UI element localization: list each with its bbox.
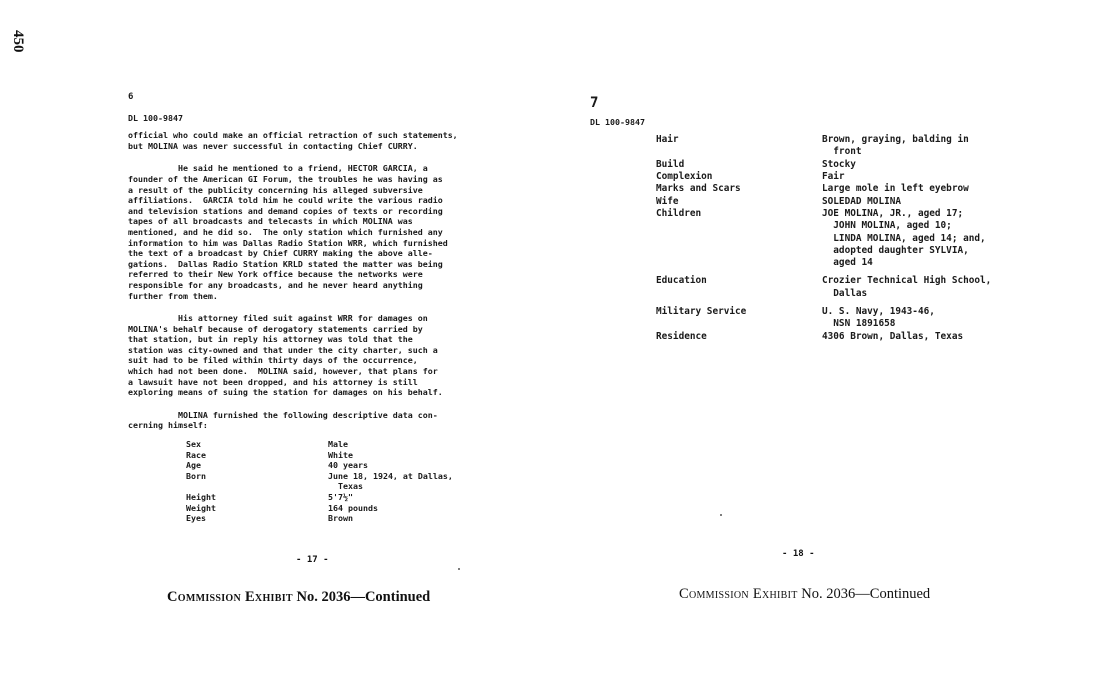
data-row xyxy=(656,183,991,195)
data-value: June 18, 1924, at Dallas, Texas xyxy=(328,470,453,492)
right-exhibit-caption xyxy=(679,586,930,603)
left-paragraph-4: MOLINA furnished the following descriptive data con- cerning himself: xyxy=(128,409,438,431)
right-page-folio: - 18 - xyxy=(782,549,815,559)
scan-speck xyxy=(720,514,722,516)
data-value: Stocky xyxy=(822,158,856,170)
data-label: Marks and Scars xyxy=(656,183,741,195)
right-caption-number: No. 2036—Continued xyxy=(797,586,931,602)
left-paragraph-2: He said he mentioned to a friend, HECTOR GARCIA, a founder of the American GI Forum, the troubles he was having as a result of the publicity concerning his alleged subversive affiliations. GARCIA told him he could write the various radio and television stations and demand copies of texts or recording tapes of all broadcasts and telecasts in which MOLINA was mentioned, and he did so. The only station which furnished any information to him was Dallas Radio Station WRR, which furnished the text of a broadcast by Chief CURRY making the above alle- gations. Dallas Radio Station KRLD stated the matter was being referred to their New York office because the networks were responsible for any broadcasts, and he never heard anything further from them. xyxy=(128,163,448,301)
data-label: Sex xyxy=(186,439,201,450)
data-value: 164 pounds xyxy=(328,502,378,513)
data-value: Brown, graying, balding in front xyxy=(822,134,969,158)
left-page-folio: - 17 - xyxy=(296,555,329,565)
left-page-marker: 6 xyxy=(128,92,134,102)
data-value: 5'7½" xyxy=(328,492,353,502)
left-document-page xyxy=(128,92,508,524)
data-row xyxy=(656,275,991,306)
data-label: Build xyxy=(656,158,685,170)
data-label: Wife xyxy=(656,195,679,207)
data-value: Crozier Technical High School, Dallas xyxy=(822,275,992,299)
data-row xyxy=(656,134,991,159)
data-row xyxy=(656,331,991,343)
data-label: Hair xyxy=(656,134,679,146)
right-page-marker: 7 xyxy=(590,95,599,111)
data-row xyxy=(186,460,453,471)
data-row xyxy=(656,306,991,331)
data-value: 40 years xyxy=(328,460,368,471)
volume-page-number: 450 xyxy=(10,30,26,53)
left-paragraph-3: His attorney filed suit against WRR for damages on MOLINA's behalf because of derogatory statements carried by that station, but in reply his attorney was told that the station was city-owned and that under the city charter, such a suit had to be filed within thirty days of the occurrence, which had not been done. MOLINA said, however, that plans for a lawsuit have not been dropped, and his attorney is still exploring means of suing the station for damages on his behalf. xyxy=(128,313,443,398)
data-label: Military Service xyxy=(656,306,747,318)
left-exhibit-caption xyxy=(167,589,430,606)
left-paragraph-1: official who could make an official retraction of such statements, but MOLINA was never successful in contacting Chief CURRY. xyxy=(128,130,458,151)
right-descriptive-data-table xyxy=(656,134,991,343)
left-caption-number: No. 2036—Continued xyxy=(292,589,431,605)
data-label: Race xyxy=(186,449,206,460)
data-label: Children xyxy=(656,207,702,219)
data-value: Brown xyxy=(328,513,353,524)
right-document-page xyxy=(590,95,1050,343)
data-label: Height xyxy=(186,492,216,502)
scan-speck xyxy=(458,568,460,570)
data-label: Education xyxy=(656,275,707,287)
data-row xyxy=(656,159,991,171)
right-caption-small-caps: Commission Exhibit xyxy=(679,586,798,602)
data-value: White xyxy=(328,449,353,460)
left-file-number: DL 100-9847 xyxy=(128,112,183,123)
data-label: Age xyxy=(186,460,201,471)
data-row xyxy=(186,503,453,514)
data-row xyxy=(656,208,991,275)
data-label: Residence xyxy=(656,330,707,342)
data-label: Complexion xyxy=(656,171,713,183)
left-descriptive-data-table xyxy=(186,439,453,524)
data-value: JOE MOLINA, JR., aged 17; JOHN MOLINA, aged 10; LINDA MOLINA, aged 14; and, adopted daughter SYLVIA, aged 14 xyxy=(822,207,986,269)
data-label: Eyes xyxy=(186,513,206,524)
data-value: SOLEDAD MOLINA xyxy=(822,195,902,207)
data-row xyxy=(186,492,453,503)
data-label: Born xyxy=(186,470,206,481)
data-value: Male xyxy=(328,439,348,450)
data-row xyxy=(186,439,453,450)
data-value: Large mole in left eyebrow xyxy=(822,183,969,195)
right-file-number: DL 100-9847 xyxy=(590,116,645,127)
data-row xyxy=(656,171,991,183)
data-row xyxy=(186,471,453,492)
data-value: Fair xyxy=(822,171,845,183)
data-label: Weight xyxy=(186,502,216,513)
data-value: U. S. Navy, 1943-46, NSN 1891658 xyxy=(822,306,935,330)
data-row xyxy=(186,513,453,524)
data-row xyxy=(186,450,453,461)
data-value: 4306 Brown, Dallas, Texas xyxy=(822,330,964,342)
left-caption-small-caps: Commission Exhibit xyxy=(167,589,293,605)
data-row xyxy=(656,196,991,208)
